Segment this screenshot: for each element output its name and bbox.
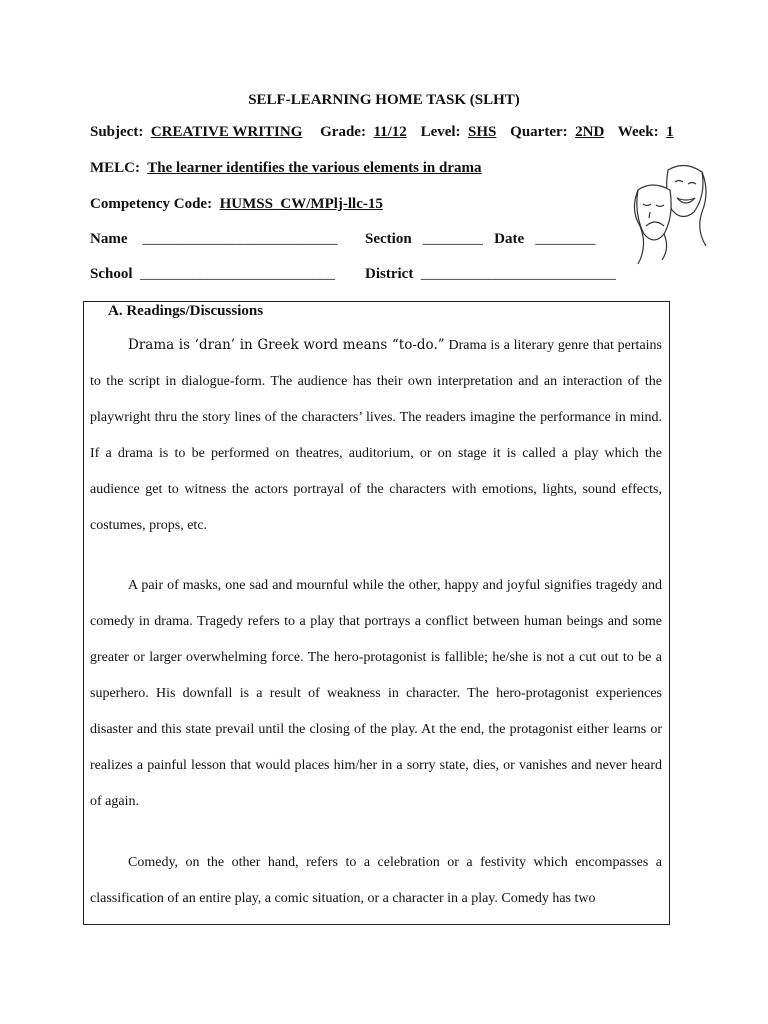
level-value: SHS [468,124,497,140]
paragraph-1-text: Drama is a literary genre that pertains to the script in dialogue-form. The audience has their own interpretation and an interaction of the playwright thru the story lines of the characters’ lives. The readers imagine the performance in mind. If a drama is to be performed on theatres, auditorium, or on stage it is called a play which the audience get to witness the actors portrayal of the characters with emotions, lights, sound effects, costumes, props, etc. [90,338,662,533]
week-label: Week: [617,124,659,140]
section-label: Section [365,231,412,247]
date-label: Date [494,231,525,247]
paragraph-2-text: A pair of masks, one sad and mournful while the other, happy and joyful signifies tragedy and comedy in drama. Tragedy refers to a play that portrays a conflict between human beings and some greater or larger overwhelming force. The hero-protagonist is fallible; he/she is not a cut out to be a superhero. His downfall is a result of weakness in character. The hero-protagonist experiences disaster and this state prevail until the closing of the play. At the end, the protagonist either learns or realizes a painful lesson that would places him/her in a sorry state, dies, or vanishes and never heard of again. [90,578,662,809]
grade-value: 11/12 [373,124,407,140]
district-blank[interactable]: __________________________ [420,266,616,282]
section-blank[interactable]: ________ [422,231,483,247]
week-value: 1 [666,124,674,140]
subject-value: CREATIVE WRITING [150,124,303,140]
school-row [90,266,335,283]
melc-label: MELC: [90,160,140,176]
competency-label: Competency Code: [90,196,213,212]
paragraph-3 [90,845,662,917]
name-blank[interactable]: __________________________ [142,231,338,247]
section-date-row [365,231,595,248]
competency-row [90,196,383,213]
date-blank[interactable]: ________ [535,231,596,247]
subject-row [90,124,674,141]
quarter-label: Quarter: [510,124,568,140]
district-label: District [365,266,414,282]
paragraph-2 [90,568,662,820]
paragraph-1-lead: Drama is ‘dran’ in Greek word means “to-do.” [128,337,445,353]
section-heading: A. Readings/Discussions [108,303,264,319]
page-title: SELF-LEARNING HOME TASK (SLHT) [248,92,520,108]
school-label: School [90,266,133,282]
paragraph-3-text: Comedy, on the other hand, refers to a celebration or a festivity which encompasses a classification of an entire play, a comic situation, or a character in a play. Comedy has two [90,855,662,906]
level-label: Level: [420,124,461,140]
school-blank[interactable]: __________________________ [140,266,336,282]
name-row [90,231,338,248]
district-row [365,266,616,283]
quarter-value: 2ND [575,124,605,140]
subject-label: Subject: [90,124,144,140]
melc-value: The learner identifies the various elements in drama [147,160,482,176]
competency-value: HUMSS_CW/MPlj-llc-15 [219,196,383,212]
grade-label: Grade: [320,124,366,140]
name-label: Name [90,231,128,247]
melc-row [90,160,482,177]
paragraph-1 [90,327,662,544]
drama-masks-icon [630,150,710,280]
